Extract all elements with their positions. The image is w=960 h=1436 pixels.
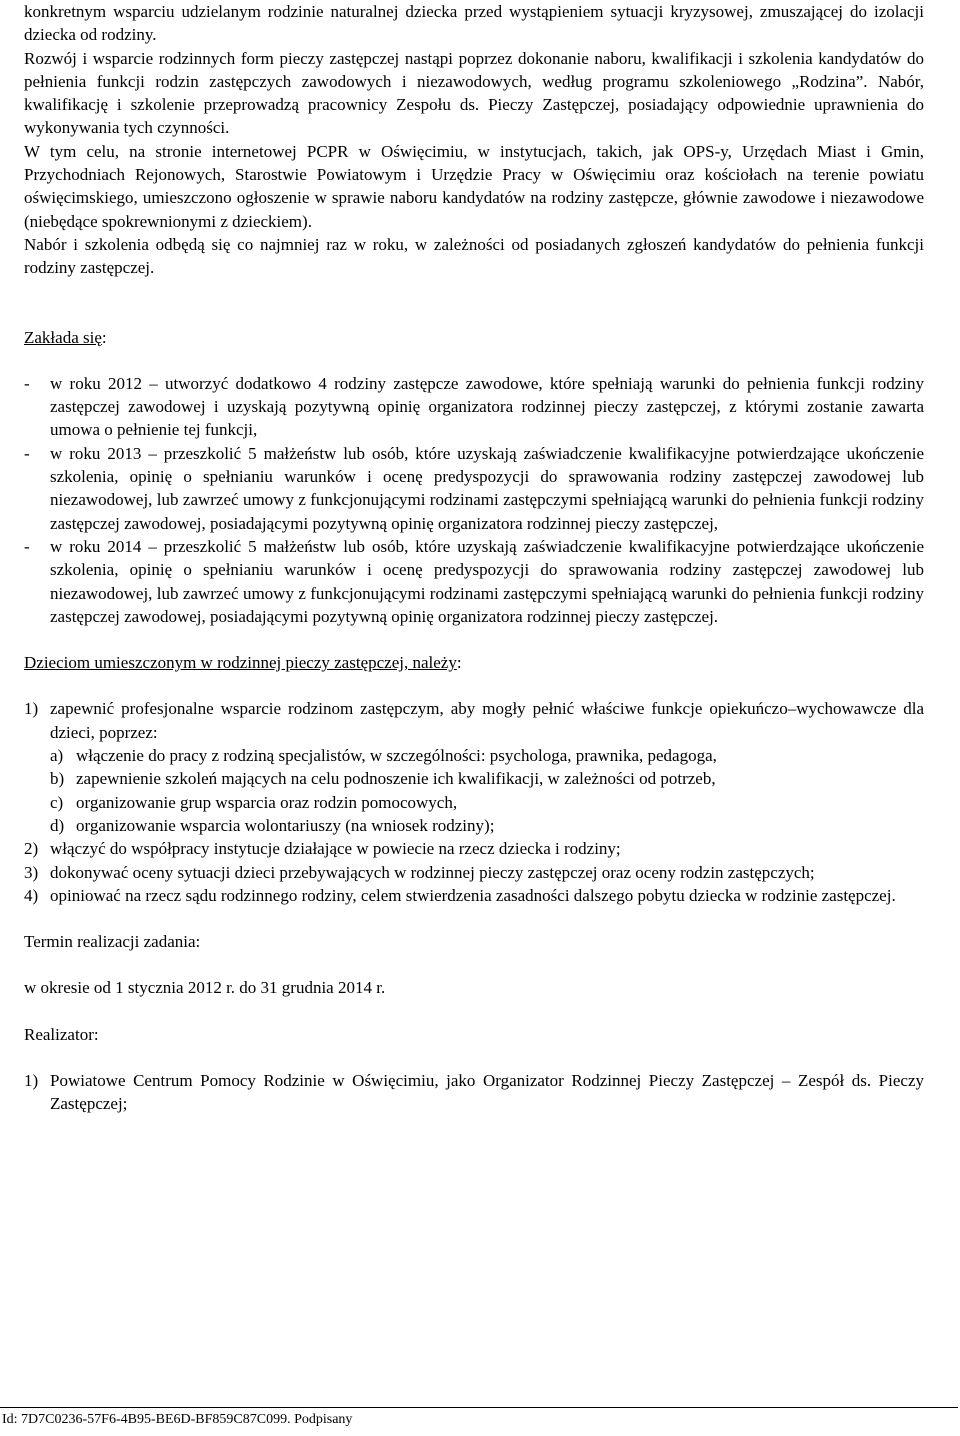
sublist-item: d) organizowanie wsparcia wolontariuszy (na wniosek rodziny); <box>50 815 495 835</box>
children-list <box>24 697 924 907</box>
document-page <box>24 0 924 1116</box>
paragraph-recruitment: Nabór i szkolenia odbędą się co najmniej raz w roku, w zależności od posiadanych zgłoszeń kandydatów do pełnienia funkcji rodziny zastępczej. <box>24 234 924 278</box>
list-item: 1) Powiatowe Centrum Pomocy Rodzinie w Oświęcimiu, jako Organizator Rodzinnej Pieczy Zastępczej – Zespół ds. Pieczy Zastępczej; <box>24 1070 924 1114</box>
sublist-item: a) włączenie do pracy z rodziną specjalistów, w szczególności: psychologa, prawnika, pedagoga, <box>50 746 717 766</box>
footer-divider <box>0 1407 958 1408</box>
children-heading: Dzieciom umieszczonym w rodzinnej pieczy zastępczej, należy: <box>24 653 462 673</box>
sublist-item: b) zapewnienie szkoleń mających na celu podnoszenie ich kwalifikacji, w zależności od potrzeb, <box>50 769 716 789</box>
list-item: - w roku 2013 – przeszkolić 5 małżeństw lub osób, które uzyskają zaświadczenie kwalifikacyjne potwierdzające ukończenie szkolenia, opinię o spełnianiu warunków i ocenę predyspozycji do sprawowania rodziny zastępczej zawodowej lub niezawodowej, lub zawrzeć umowy z funkcjonującymi rodzinami zastępczymi spełniającą warunki do pełnienia funkcji rodziny zastępczej zawodowej, posiadającymi pozytywną opinię organizatora rodzinnej pieczy zastępczej, <box>24 443 924 533</box>
paragraph-announcement: W tym celu, na stronie internetowej PCPR w Oświęcimiu, w instytucjach, takich, jak OPS-y, Urzędach Miast i Gmin, Przychodniach Rejonowych, Starostwie Powiatowym i Urzędzie Pracy w Oświęcimiu oraz kościołach na terenie powiatu oświęcimskiego, umieszczono ogłoszenie w sprawie naboru kandydatów na rodziny zastępcze, głównie zawodowe i niezawodowe (niebędące spokrewnionymi z dzieckiem). <box>24 141 924 231</box>
document-id-footer: Id: 7D7C0236-57F6-4B95-BE6D-BF859C87C099. Podpisany <box>2 1412 353 1427</box>
list-item: 2) włączyć do współpracy instytucje działające w powiecie na rzecz dziecka i rodziny; <box>24 839 621 859</box>
implementer-label: Realizator: <box>24 1024 99 1044</box>
sublist-item: c) organizowanie grup wsparcia oraz rodzin pomocowych, <box>50 792 458 812</box>
assumptions-list <box>24 372 924 628</box>
sublist <box>50 744 924 837</box>
list-item: 4) opiniować na rzecz sądu rodzinnego rodziny, celem stwierdzenia zasadności dalszego pobytu dziecka w rodzinie zastępczej. <box>24 885 896 905</box>
paragraph-family-support: konkretnym wsparciu udzielanym rodzinie naturalnej dziecka przed wystąpieniem sytuacji kryzysowej, zmuszającej do izolacji dziecka od rodziny. <box>24 2 924 45</box>
implementer-list <box>24 1069 924 1116</box>
list-item: - w roku 2014 – przeszkolić 5 małżeństw lub osób, które uzyskają zaświadczenie kwalifikacyjne potwierdzające ukończenie szkolenia, opinię o spełnianiu warunków i ocenę predyspozycji do sprawowania rodziny zastępczej zawodowej lub niezawodowej, lub zawrzeć umowy z funkcjonującymi rodzinami zastępczymi spełniającą warunki do pełnienia funkcji rodziny zastępczej zawodowej, posiadającymi pozytywną opinię organizatora rodzinnej pieczy zastępczej. <box>24 536 924 626</box>
list-item: 3) dokonywać oceny sytuacji dzieci przebywających w rodzinnej pieczy zastępczej oraz oceny rodzin zastępczych; <box>24 862 815 882</box>
assumptions-heading: Zakłada się: <box>24 327 107 347</box>
list-item: 1) zapewnić profesjonalne wsparcie rodzinom zastępczym, aby mogły pełnić właściwe funkcje opiekuńczo–wychowawcze dla dzieci, poprzez: <box>24 699 924 742</box>
paragraph-development: Rozwój i wsparcie rodzinnych form pieczy zastępczej nastąpi poprzez dokonanie naboru, kwalifikacji i szkolenia kandydatów do pełnienia funkcji rodzin zastępczych zawodowych i niezawodowych, według programu szkoleniowego „Rodzina”. Nabór, kwalifikację i szkolenie przeprowadzą pracownicy Zespołu ds. Pieczy Zastępczej, posiadający odpowiednie uprawnienia do wykonywania tych czynności. <box>24 48 924 138</box>
list-item: - w roku 2012 – utworzyć dodatkowo 4 rodziny zastępcze zawodowe, które spełniają warunki do pełnienia funkcji rodziny zastępczej zawodowej i uzyskają pozytywną opinię organizatora rodzinnej pieczy zastępczej, z którymi zostanie zawarta umowa o pełnienie tej funkcji, <box>24 373 924 440</box>
term-label: Termin realizacji zadania: <box>24 932 201 952</box>
term-value: w okresie od 1 stycznia 2012 r. do 31 grudnia 2014 r. <box>24 978 386 998</box>
